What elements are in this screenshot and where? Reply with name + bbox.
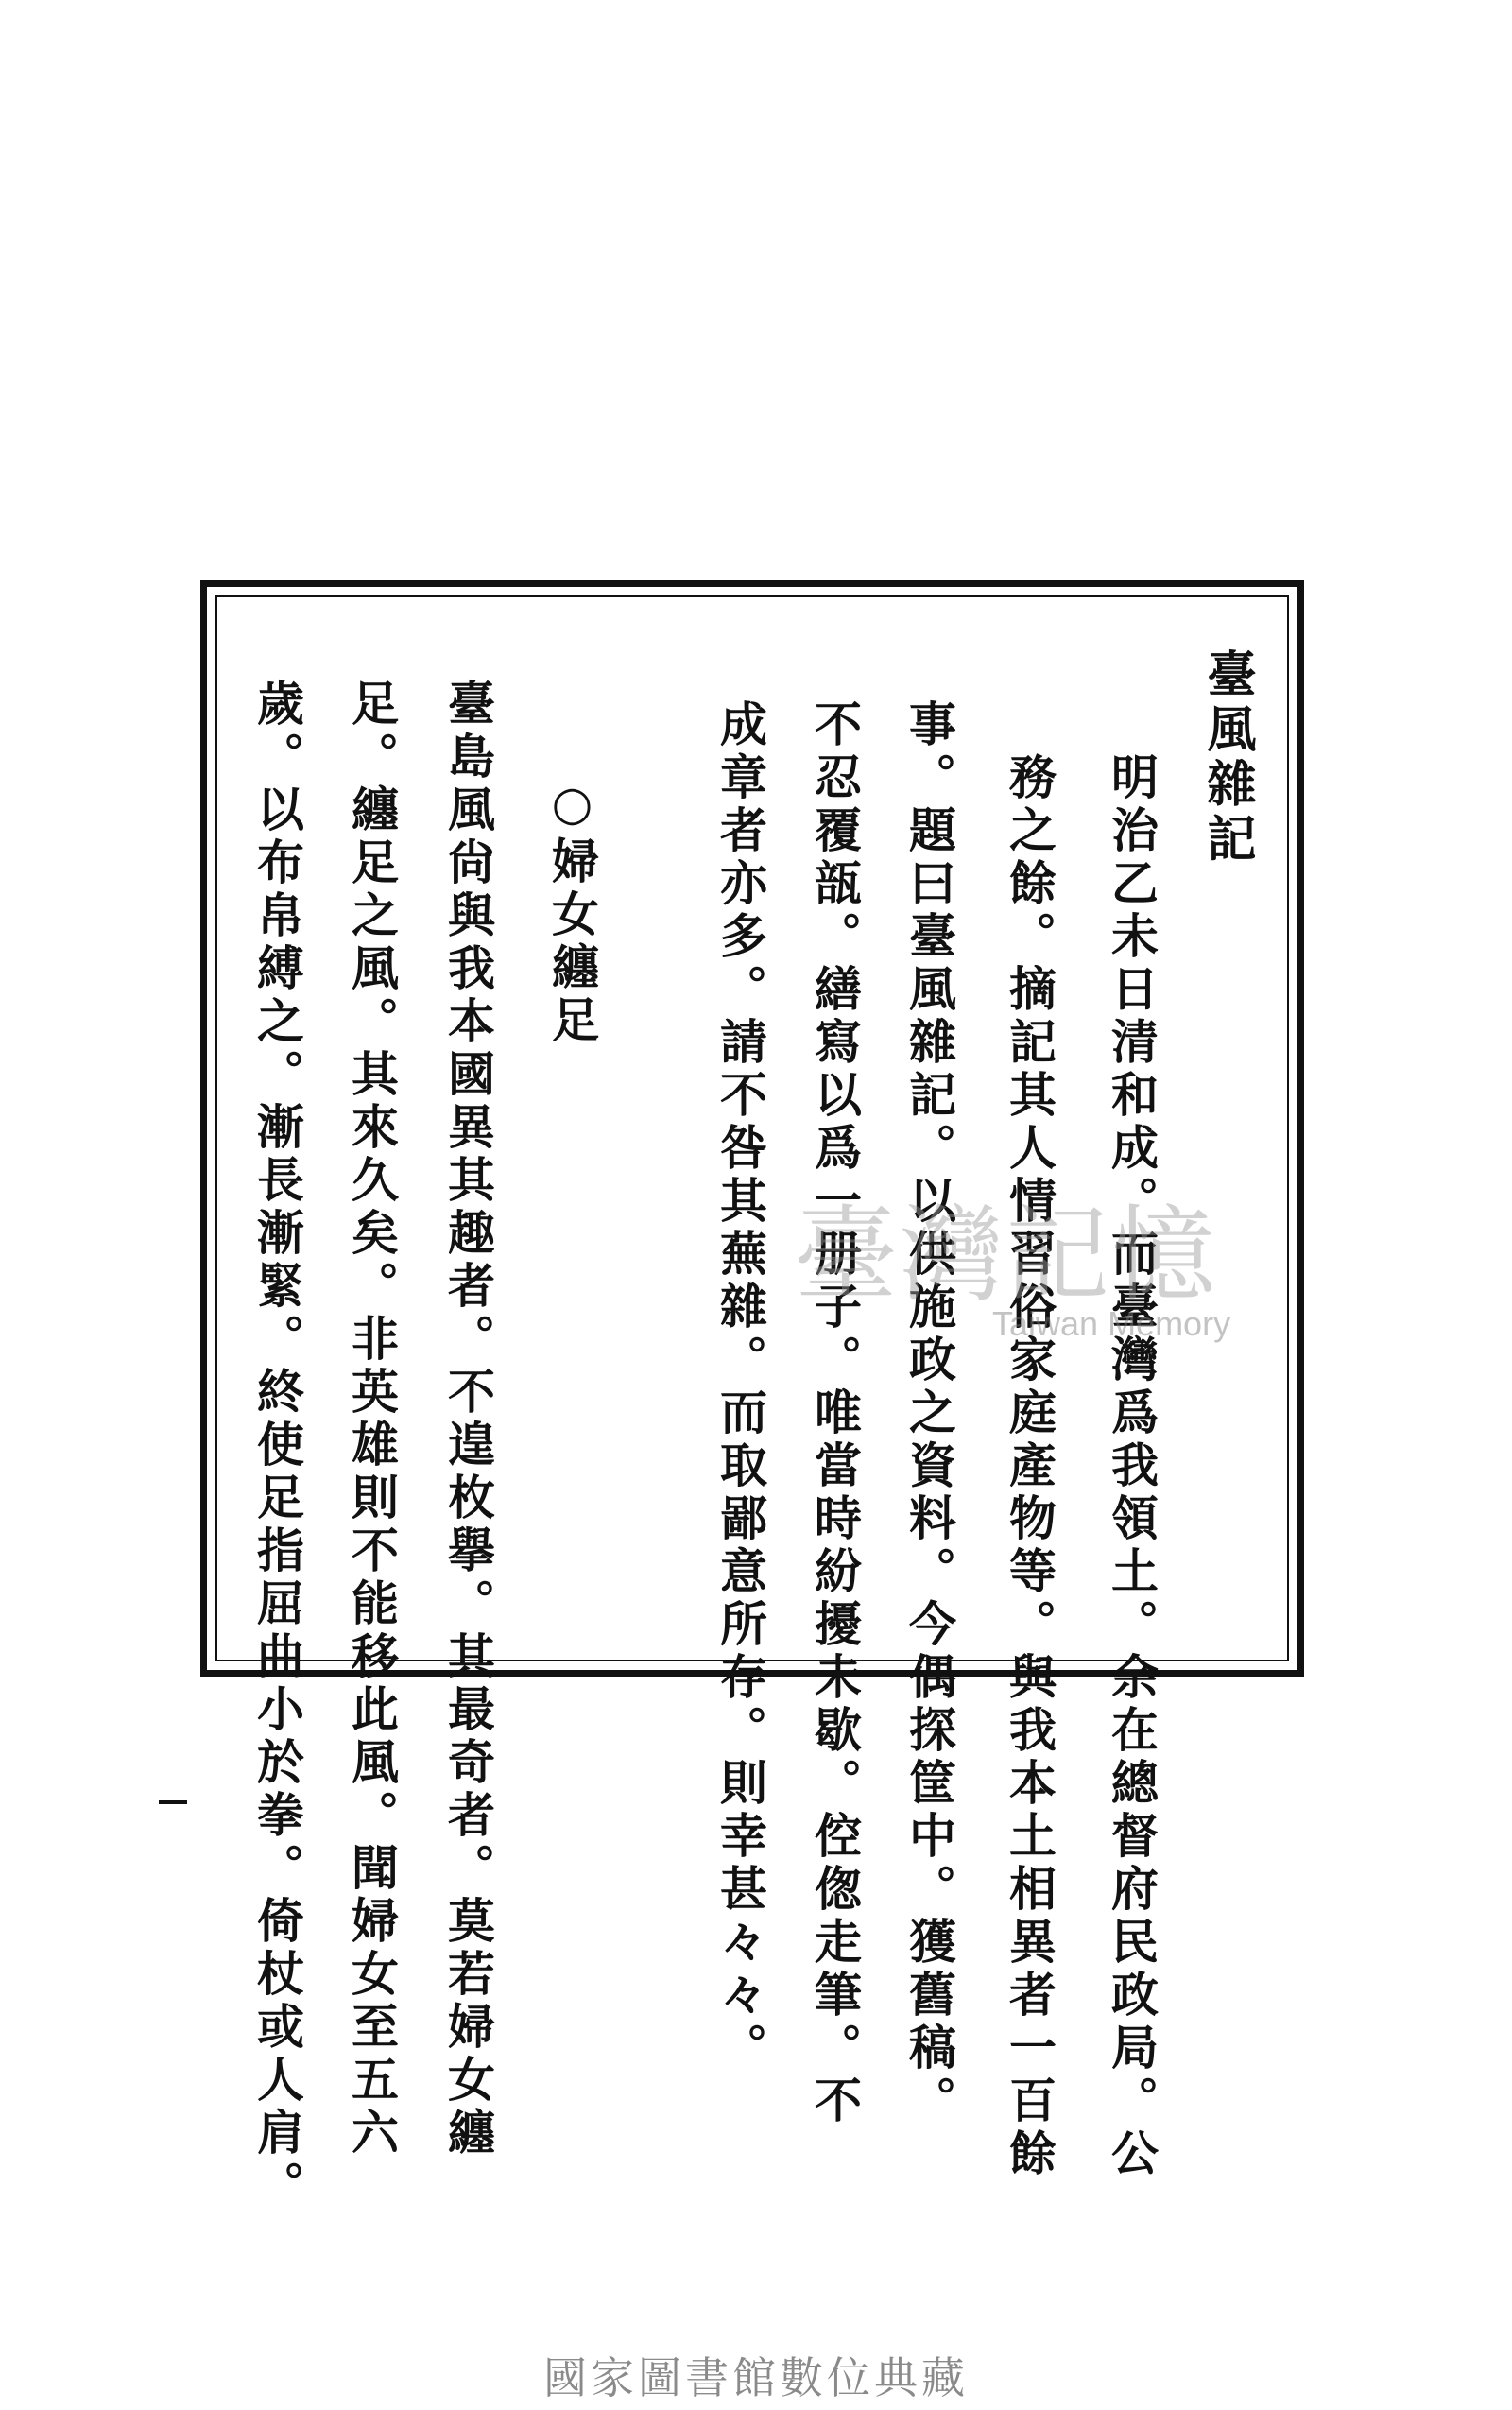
watermark-chinese-text: 臺灣記憶 [794,1195,1217,1316]
document-title: 臺風雜記 [1198,648,1256,868]
intro-column-3: 事。題曰臺風雜記。以供施政之資料。今偶探筐中。獲舊稿。 [902,699,957,2128]
margin-mark [159,1800,187,1804]
section-heading: ○婦女纏足 [544,775,600,1048]
watermark-english-text: Taiwan Memory [992,1304,1231,1343]
section-column-1: 臺島風尙與我本國異其趣者。不遑枚擧。其最奇者。莫若婦女纏 [440,679,496,2160]
intro-column-5: 成章者亦多。請不咎其蕪雜。而取鄙意所存。則幸甚々々。 [713,699,768,2075]
taiwan-memory-watermark [794,1172,1247,1361]
footer-caption: 國家圖書館數位典藏 [543,2352,969,2403]
intro-column-4: 不忍覆瓿。繕寫以爲一册子。唯當時紛擾未歇。倥偬走筆。不 [807,699,863,2128]
section-column-3: 歲。以布帛縛之。漸長漸緊。終使足指屈曲小於拳。倚杖或人肩。 [249,679,305,2213]
intro-column-2: 務之餘。摘記其人情習俗家庭產物等。與我本土相異者一百餘 [1002,752,1057,2181]
section-column-2: 足。纏足之風。其來久矣。非英雄則不能移此風。聞婦女至五六 [344,679,400,2160]
intro-column-1: 明治乙未日清和成。而臺灣爲我領土。余在總督府民政局。公 [1104,752,1160,2181]
